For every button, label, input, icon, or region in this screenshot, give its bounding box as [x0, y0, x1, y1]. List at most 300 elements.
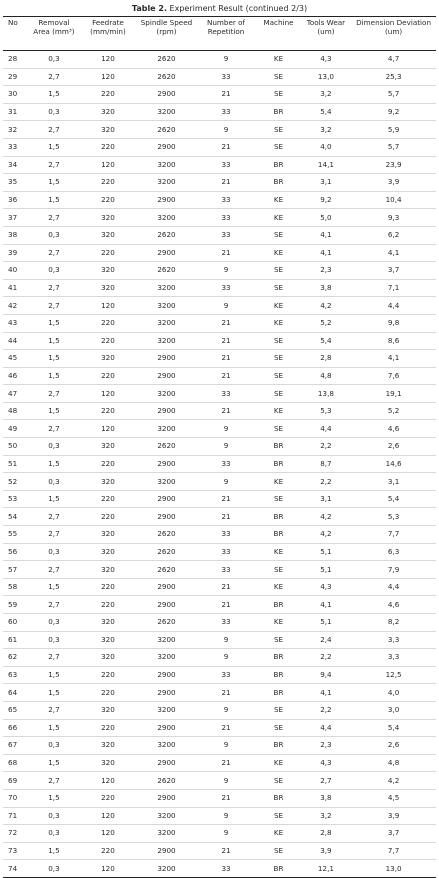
table-row: [3, 385, 436, 403]
cell-removal-area: 2,7: [29, 772, 78, 790]
table-row: [3, 314, 436, 332]
cell-removal-area: 2,7: [29, 209, 78, 227]
cell-feedrate: 220: [79, 402, 138, 420]
table-row: [3, 701, 436, 719]
cell-machine: SE: [256, 138, 300, 156]
cell-machine: SE: [256, 367, 300, 385]
cell-number-of-repetition: 21: [196, 367, 257, 385]
cell-spindle-speed: 2620: [137, 262, 196, 280]
cell-dimension-deviation: 4,4: [351, 578, 436, 596]
cell-spindle-speed: 3200: [137, 103, 196, 121]
cell-no: 69: [3, 772, 29, 790]
cell-machine: SE: [256, 719, 300, 737]
cell-number-of-repetition: 21: [196, 402, 257, 420]
header-dimension-deviation: Dimension Deviation (um): [351, 17, 436, 51]
table-row: [3, 279, 436, 297]
cell-feedrate: 320: [79, 543, 138, 561]
cell-removal-area: 1,5: [29, 578, 78, 596]
table-row: [3, 561, 436, 579]
cell-number-of-repetition: 33: [196, 156, 257, 174]
cell-machine: BR: [256, 156, 300, 174]
cell-tools-wear: 3,8: [301, 279, 351, 297]
cell-spindle-speed: 3200: [137, 860, 196, 878]
table-row: [3, 490, 436, 508]
cell-dimension-deviation: 5,4: [351, 719, 436, 737]
cell-dimension-deviation: 3,9: [351, 807, 436, 825]
cell-tools-wear: 3,1: [301, 490, 351, 508]
cell-tools-wear: 8,7: [301, 455, 351, 473]
table-row: [3, 631, 436, 649]
cell-dimension-deviation: 5,4: [351, 490, 436, 508]
cell-removal-area: 2,7: [29, 508, 78, 526]
cell-no: 42: [3, 297, 29, 315]
cell-number-of-repetition: 33: [196, 561, 257, 579]
cell-no: 37: [3, 209, 29, 227]
cell-dimension-deviation: 4,0: [351, 684, 436, 702]
cell-dimension-deviation: 6,2: [351, 226, 436, 244]
cell-dimension-deviation: 9,3: [351, 209, 436, 227]
cell-feedrate: 220: [79, 86, 138, 104]
cell-removal-area: 1,5: [29, 350, 78, 368]
cell-no: 65: [3, 701, 29, 719]
table-row: [3, 332, 436, 350]
cell-no: 31: [3, 103, 29, 121]
cell-feedrate: 220: [79, 719, 138, 737]
cell-removal-area: 2,7: [29, 279, 78, 297]
cell-feedrate: 120: [79, 156, 138, 174]
cell-removal-area: 1,5: [29, 402, 78, 420]
cell-dimension-deviation: 4,8: [351, 754, 436, 772]
cell-removal-area: 2,7: [29, 385, 78, 403]
cell-spindle-speed: 3200: [137, 174, 196, 192]
cell-machine: KE: [256, 543, 300, 561]
cell-feedrate: 120: [79, 807, 138, 825]
cell-tools-wear: 13,0: [301, 68, 351, 86]
cell-machine: SE: [256, 420, 300, 438]
cell-removal-area: 2,7: [29, 596, 78, 614]
cell-removal-area: 0,3: [29, 226, 78, 244]
cell-feedrate: 320: [79, 262, 138, 280]
cell-number-of-repetition: 33: [196, 455, 257, 473]
table-row: [3, 455, 436, 473]
cell-tools-wear: 5,1: [301, 614, 351, 632]
cell-no: 32: [3, 121, 29, 139]
cell-feedrate: 120: [79, 385, 138, 403]
cell-tools-wear: 3,2: [301, 121, 351, 139]
cell-number-of-repetition: 21: [196, 842, 257, 860]
cell-machine: KE: [256, 578, 300, 596]
table-caption: [3, 3, 436, 16]
cell-spindle-speed: 2620: [137, 51, 196, 69]
cell-spindle-speed: 2620: [137, 772, 196, 790]
table-row: [3, 789, 436, 807]
cell-removal-area: 0,3: [29, 543, 78, 561]
cell-removal-area: 0,3: [29, 825, 78, 843]
cell-machine: BR: [256, 789, 300, 807]
cell-no: 67: [3, 737, 29, 755]
cell-dimension-deviation: 3,9: [351, 174, 436, 192]
cell-number-of-repetition: 33: [196, 614, 257, 632]
cell-no: 53: [3, 490, 29, 508]
cell-dimension-deviation: 3,7: [351, 825, 436, 843]
cell-no: 43: [3, 314, 29, 332]
cell-no: 71: [3, 807, 29, 825]
cell-no: 41: [3, 279, 29, 297]
cell-number-of-repetition: 33: [196, 543, 257, 561]
cell-removal-area: 1,5: [29, 684, 78, 702]
table-row: [3, 438, 436, 456]
table-row: [3, 121, 436, 139]
cell-tools-wear: 4,3: [301, 51, 351, 69]
cell-tools-wear: 4,1: [301, 226, 351, 244]
cell-spindle-speed: 2900: [137, 402, 196, 420]
cell-removal-area: 0,3: [29, 51, 78, 69]
cell-removal-area: 1,5: [29, 138, 78, 156]
cell-feedrate: 120: [79, 860, 138, 878]
cell-machine: KE: [256, 244, 300, 262]
header-no: No: [3, 17, 29, 51]
table-row: [3, 420, 436, 438]
table-row: [3, 666, 436, 684]
cell-machine: KE: [256, 314, 300, 332]
cell-no: 62: [3, 649, 29, 667]
cell-dimension-deviation: 3,7: [351, 262, 436, 280]
cell-no: 50: [3, 438, 29, 456]
cell-number-of-repetition: 33: [196, 103, 257, 121]
table-row: [3, 719, 436, 737]
cell-number-of-repetition: 21: [196, 314, 257, 332]
table-row: [3, 754, 436, 772]
cell-machine: KE: [256, 297, 300, 315]
cell-spindle-speed: 3200: [137, 825, 196, 843]
cell-tools-wear: 5,1: [301, 561, 351, 579]
cell-dimension-deviation: 5,7: [351, 138, 436, 156]
table-row: [3, 684, 436, 702]
cell-feedrate: 320: [79, 737, 138, 755]
cell-no: 58: [3, 578, 29, 596]
cell-machine: BR: [256, 684, 300, 702]
cell-dimension-deviation: 7,7: [351, 842, 436, 860]
cell-no: 66: [3, 719, 29, 737]
cell-spindle-speed: 3200: [137, 701, 196, 719]
table-row: [3, 825, 436, 843]
cell-spindle-speed: 3200: [137, 156, 196, 174]
cell-dimension-deviation: 4,7: [351, 51, 436, 69]
cell-number-of-repetition: 21: [196, 719, 257, 737]
cell-dimension-deviation: 5,2: [351, 402, 436, 420]
cell-machine: SE: [256, 262, 300, 280]
cell-dimension-deviation: 8,2: [351, 614, 436, 632]
cell-spindle-speed: 2620: [137, 438, 196, 456]
cell-no: 59: [3, 596, 29, 614]
cell-tools-wear: 2,7: [301, 772, 351, 790]
cell-number-of-repetition: 33: [196, 279, 257, 297]
cell-removal-area: 2,7: [29, 420, 78, 438]
cell-removal-area: 1,5: [29, 754, 78, 772]
cell-removal-area: 0,3: [29, 860, 78, 878]
cell-feedrate: 220: [79, 367, 138, 385]
cell-dimension-deviation: 12,5: [351, 666, 436, 684]
cell-tools-wear: 4,1: [301, 684, 351, 702]
table-row: [3, 614, 436, 632]
cell-dimension-deviation: 4,4: [351, 297, 436, 315]
cell-machine: KE: [256, 614, 300, 632]
cell-feedrate: 320: [79, 614, 138, 632]
cell-number-of-repetition: 9: [196, 473, 257, 491]
cell-tools-wear: 2,4: [301, 631, 351, 649]
header-number-of-repetition: Number of Repetition: [196, 17, 257, 51]
cell-no: 74: [3, 860, 29, 878]
cell-machine: KE: [256, 51, 300, 69]
cell-removal-area: 0,3: [29, 262, 78, 280]
table-row: [3, 68, 436, 86]
cell-dimension-deviation: 7,7: [351, 526, 436, 544]
cell-tools-wear: 4,4: [301, 420, 351, 438]
table-row: [3, 244, 436, 262]
cell-tools-wear: 4,1: [301, 244, 351, 262]
cell-spindle-speed: 2900: [137, 244, 196, 262]
cell-no: 35: [3, 174, 29, 192]
cell-feedrate: 220: [79, 244, 138, 262]
cell-machine: BR: [256, 666, 300, 684]
cell-dimension-deviation: 7,1: [351, 279, 436, 297]
experiment-result-table: [3, 16, 436, 878]
cell-no: 64: [3, 684, 29, 702]
cell-tools-wear: 4,3: [301, 754, 351, 772]
cell-no: 68: [3, 754, 29, 772]
cell-number-of-repetition: 21: [196, 596, 257, 614]
cell-feedrate: 320: [79, 701, 138, 719]
cell-no: 33: [3, 138, 29, 156]
cell-no: 60: [3, 614, 29, 632]
cell-tools-wear: 5,4: [301, 332, 351, 350]
cell-number-of-repetition: 21: [196, 138, 257, 156]
cell-feedrate: 220: [79, 191, 138, 209]
cell-tools-wear: 3,1: [301, 174, 351, 192]
cell-machine: KE: [256, 402, 300, 420]
cell-machine: BR: [256, 649, 300, 667]
cell-removal-area: 1,5: [29, 666, 78, 684]
cell-no: 61: [3, 631, 29, 649]
cell-number-of-repetition: 21: [196, 490, 257, 508]
cell-tools-wear: 3,8: [301, 789, 351, 807]
cell-dimension-deviation: 19,1: [351, 385, 436, 403]
cell-dimension-deviation: 4,2: [351, 772, 436, 790]
cell-no: 47: [3, 385, 29, 403]
cell-tools-wear: 2,2: [301, 649, 351, 667]
cell-number-of-repetition: 9: [196, 772, 257, 790]
cell-machine: BR: [256, 455, 300, 473]
cell-machine: SE: [256, 807, 300, 825]
cell-feedrate: 220: [79, 490, 138, 508]
cell-dimension-deviation: 7,9: [351, 561, 436, 579]
cell-feedrate: 220: [79, 455, 138, 473]
table-caption-label: Table 2.: [131, 4, 167, 13]
cell-feedrate: 220: [79, 138, 138, 156]
cell-dimension-deviation: 5,7: [351, 86, 436, 104]
cell-feedrate: 220: [79, 314, 138, 332]
cell-tools-wear: 9,2: [301, 191, 351, 209]
cell-dimension-deviation: 8,6: [351, 332, 436, 350]
cell-no: 52: [3, 473, 29, 491]
cell-spindle-speed: 2900: [137, 138, 196, 156]
cell-dimension-deviation: 9,8: [351, 314, 436, 332]
cell-tools-wear: 13,8: [301, 385, 351, 403]
table-row: [3, 543, 436, 561]
cell-feedrate: 320: [79, 209, 138, 227]
cell-spindle-speed: 2900: [137, 684, 196, 702]
cell-feedrate: 320: [79, 631, 138, 649]
table-row: [3, 226, 436, 244]
cell-removal-area: 2,7: [29, 121, 78, 139]
cell-no: 72: [3, 825, 29, 843]
cell-machine: SE: [256, 68, 300, 86]
cell-number-of-repetition: 9: [196, 297, 257, 315]
table-row: [3, 578, 436, 596]
cell-tools-wear: 5,4: [301, 103, 351, 121]
cell-removal-area: 2,7: [29, 156, 78, 174]
cell-number-of-repetition: 33: [196, 666, 257, 684]
cell-number-of-repetition: 21: [196, 350, 257, 368]
cell-no: 51: [3, 455, 29, 473]
cell-no: 30: [3, 86, 29, 104]
cell-no: 36: [3, 191, 29, 209]
header-feedrate: Feedrate (mm/min): [79, 17, 138, 51]
cell-no: 34: [3, 156, 29, 174]
cell-spindle-speed: 3200: [137, 385, 196, 403]
cell-feedrate: 220: [79, 508, 138, 526]
cell-dimension-deviation: 23,9: [351, 156, 436, 174]
cell-spindle-speed: 2900: [137, 350, 196, 368]
cell-tools-wear: 3,2: [301, 86, 351, 104]
cell-tools-wear: 2,8: [301, 825, 351, 843]
cell-machine: SE: [256, 701, 300, 719]
cell-spindle-speed: 2900: [137, 578, 196, 596]
cell-dimension-deviation: 5,3: [351, 508, 436, 526]
cell-removal-area: 1,5: [29, 332, 78, 350]
cell-spindle-speed: 2900: [137, 191, 196, 209]
cell-no: 44: [3, 332, 29, 350]
cell-tools-wear: 3,2: [301, 807, 351, 825]
cell-removal-area: 1,5: [29, 86, 78, 104]
cell-removal-area: 0,3: [29, 473, 78, 491]
cell-spindle-speed: 2900: [137, 666, 196, 684]
cell-no: 54: [3, 508, 29, 526]
table-row: [3, 860, 436, 878]
cell-removal-area: 2,7: [29, 297, 78, 315]
table-row: [3, 262, 436, 280]
cell-feedrate: 320: [79, 350, 138, 368]
cell-number-of-repetition: 9: [196, 51, 257, 69]
cell-no: 28: [3, 51, 29, 69]
cell-number-of-repetition: 21: [196, 578, 257, 596]
cell-removal-area: 1,5: [29, 314, 78, 332]
cell-dimension-deviation: 3,3: [351, 649, 436, 667]
cell-no: 49: [3, 420, 29, 438]
cell-dimension-deviation: 4,1: [351, 244, 436, 262]
cell-machine: SE: [256, 772, 300, 790]
cell-number-of-repetition: 33: [196, 526, 257, 544]
cell-number-of-repetition: 9: [196, 825, 257, 843]
cell-tools-wear: 2,3: [301, 737, 351, 755]
cell-no: 29: [3, 68, 29, 86]
cell-spindle-speed: 2620: [137, 226, 196, 244]
table-row: [3, 156, 436, 174]
cell-removal-area: 1,5: [29, 842, 78, 860]
cell-no: 40: [3, 262, 29, 280]
cell-machine: KE: [256, 209, 300, 227]
cell-feedrate: 220: [79, 596, 138, 614]
cell-tools-wear: 4,8: [301, 367, 351, 385]
cell-spindle-speed: 3200: [137, 279, 196, 297]
header-row: [3, 17, 436, 51]
cell-tools-wear: 12,1: [301, 860, 351, 878]
table-row: [3, 473, 436, 491]
cell-removal-area: 0,3: [29, 807, 78, 825]
cell-removal-area: 1,5: [29, 191, 78, 209]
cell-machine: BR: [256, 438, 300, 456]
cell-feedrate: 220: [79, 332, 138, 350]
cell-feedrate: 220: [79, 684, 138, 702]
table-row: [3, 297, 436, 315]
cell-no: 46: [3, 367, 29, 385]
cell-feedrate: 120: [79, 51, 138, 69]
cell-tools-wear: 4,3: [301, 578, 351, 596]
cell-tools-wear: 3,9: [301, 842, 351, 860]
cell-machine: BR: [256, 596, 300, 614]
cell-feedrate: 220: [79, 578, 138, 596]
table-row: [3, 737, 436, 755]
cell-number-of-repetition: 9: [196, 420, 257, 438]
cell-spindle-speed: 3200: [137, 631, 196, 649]
header-spindle-speed: Spindle Speed (rpm): [137, 17, 196, 51]
table-row: [3, 508, 436, 526]
cell-dimension-deviation: 2,6: [351, 737, 436, 755]
cell-feedrate: 120: [79, 297, 138, 315]
cell-no: 57: [3, 561, 29, 579]
cell-no: 38: [3, 226, 29, 244]
cell-tools-wear: 4,1: [301, 596, 351, 614]
cell-machine: KE: [256, 191, 300, 209]
cell-spindle-speed: 3200: [137, 297, 196, 315]
cell-feedrate: 320: [79, 649, 138, 667]
cell-machine: BR: [256, 103, 300, 121]
cell-spindle-speed: 2620: [137, 561, 196, 579]
cell-machine: SE: [256, 561, 300, 579]
cell-feedrate: 220: [79, 789, 138, 807]
cell-spindle-speed: 2620: [137, 543, 196, 561]
cell-feedrate: 320: [79, 103, 138, 121]
cell-machine: SE: [256, 385, 300, 403]
cell-dimension-deviation: 4,6: [351, 420, 436, 438]
cell-machine: KE: [256, 473, 300, 491]
header-tools-wear: Tools Wear (um): [301, 17, 351, 51]
cell-tools-wear: 2,3: [301, 262, 351, 280]
cell-spindle-speed: 2900: [137, 367, 196, 385]
table-row: [3, 174, 436, 192]
cell-tools-wear: 4,0: [301, 138, 351, 156]
cell-machine: SE: [256, 631, 300, 649]
cell-number-of-repetition: 21: [196, 174, 257, 192]
table-row: [3, 807, 436, 825]
cell-spindle-speed: 2620: [137, 614, 196, 632]
cell-no: 63: [3, 666, 29, 684]
cell-removal-area: 1,5: [29, 490, 78, 508]
cell-number-of-repetition: 9: [196, 807, 257, 825]
cell-dimension-deviation: 4,5: [351, 789, 436, 807]
table-header: [3, 17, 436, 51]
cell-spindle-speed: 2900: [137, 86, 196, 104]
